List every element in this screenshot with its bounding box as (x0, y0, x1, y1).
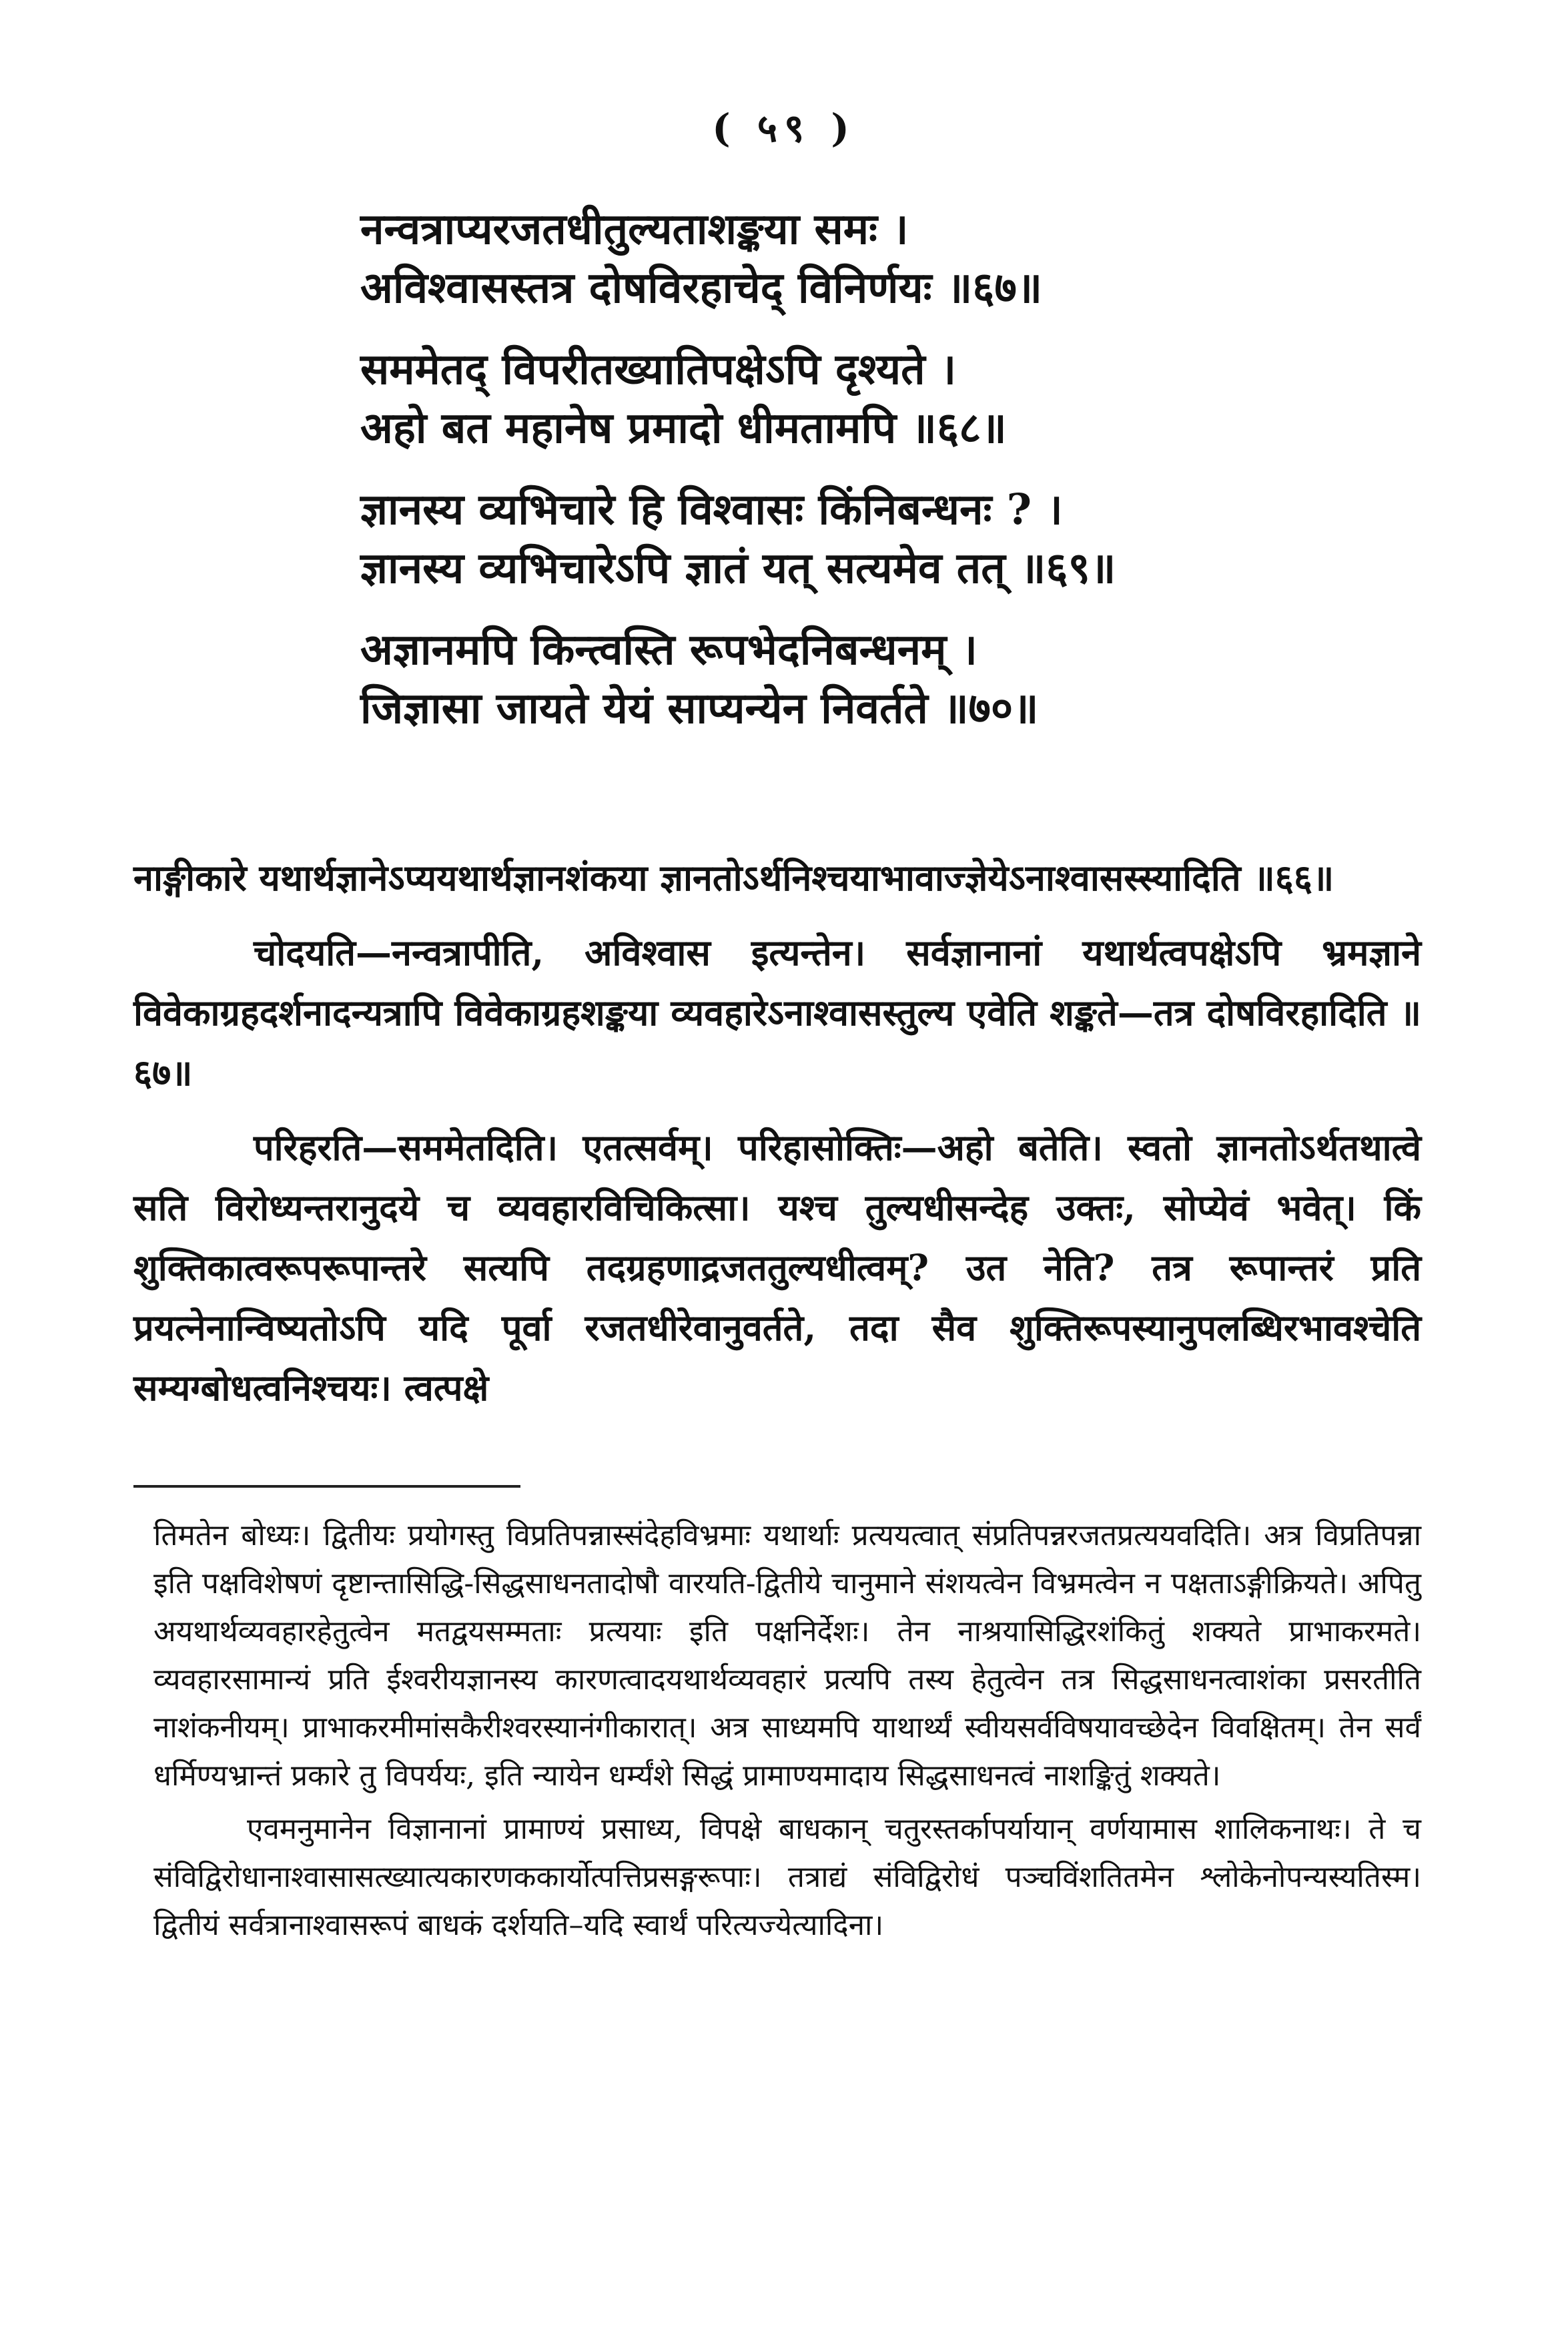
page-number: ( ५९ ) (712, 105, 856, 151)
footnote-divider (133, 1485, 520, 1488)
commentary-paragraph: नाङ्गीकारे यथार्थज्ञानेऽप्ययथार्थज्ञानशंकया ज्ञानतोऽर्थनिश्चयाभावाज्ज्ञेयेऽनाश्वासस्स्यादिति ॥६६॥ (133, 856, 1334, 899)
verse-line: अहो बत महानेष प्रमादो धीमतामपि ॥६८॥ (360, 403, 1007, 453)
verse-line: ज्ञानस्य व्यभिचारे हि विश्वासः किंनिबन्धनः ? । (360, 485, 1063, 535)
verse-line: जिज्ञासा जायते येयं साप्यन्येन निवर्तते ॥७०॥ (360, 683, 1039, 734)
verse-block (360, 200, 1495, 738)
verse-line: नन्वत्राप्यरजतधीतुल्यताशङ्कया समः । (360, 204, 909, 254)
footnote-paragraph: तिमतेन बोध्यः। द्वितीयः प्रयोगस्तु विप्रतिपन्नास्संदेहविभ्रमाः यथार्थाः प्रत्ययत्वात् संप्रतिपन्नरजतप्रत्ययवदिति। अत्र विप्रतिपन्ना इति पक्षविशेषणं दृष्टान्तासिद्धि-सिद्धसाधनतादोषौ वारयति-द्वितीये चानुमाने संशयत्वेन विभ्रमत्वेन न पक्षताऽङ्गीक्रियते। अपितु अयथार्थव्यवहारहेतुत्वेन मतद्वयसम्मताः प्रत्ययाः इति पक्षनिर्देशः। तेन नाश्रयासिद्धिरशंकितुं शक्यते प्राभाकरमते। व्यवहारसामान्यं प्रति ईश्वरीयज्ञानस्य कारणत्वादयथार्थव्यवहारं प्रत्यपि तस्य हेतुत्वेन तत्र सिद्धसाधनत्वाशंका प्रसरतीति नाशंकनीयम्। प्राभाकरमीमांसकैरीश्वरस्यानंगीकारात्। अत्र साध्यमपि याथार्थ्यं स्वीयसर्वविषयावच्छेदेन विवक्षितम्। तेन सर्वं धर्मिण्यभ्रान्तं प्रकारे तु विपर्ययः, इति न्यायेन धर्म्यंशे सिद्धं प्रामाण्यमादाय सिद्धसाधनत्वं नाशङ्कितुं शक्यते। (153, 1518, 1421, 1793)
verse-line: सममेतद् विपरीतख्यातिपक्षेऽपि दृश्यते । (360, 344, 957, 394)
commentary-paragraph: परिहरति—सममेतदिति। एतत्सर्वम्। परिहासोक्तिः—अहो बतेति। स्वतो ज्ञानतोऽर्थतथात्वे सति विरोध्यन्तरानुदये च व्यवहारविचिकित्सा। यश्च तुल्यधीसन्देह उक्तः, सोप्येवं भवेत्। किं शुक्तिकात्वरूपरूपान्तरे सत्यपि तदग्रहणाद्रजततुल्यधीत्वम्? उत नेति? तत्र रूपान्तरं प्रति प्रयत्नेनान्विष्यतोऽपि यदि पूर्वा रजतधीरेवानुवर्तते, तदा सैव शुक्तिरूपस्यानुपलब्धिरभावश्चेति सम्यग्बोधत्वनिश्चयः। त्वत्पक्षे (133, 1126, 1421, 1409)
footnote-text (153, 1512, 1421, 1955)
footnote-paragraph: एवमनुमानेन विज्ञानानां प्रामाण्यं प्रसाध्य, विपक्षे बाधकान् चतुरस्तर्कापर्यायान् वर्णयामास शालिकनाथः। ते च संविद्विरोधानाश्वासासत्ख्यात्यकारणककार्योत्पत्तिप्रसङ्गरूपाः। तत्राद्यं संविद्विरोधं पञ्चविंशतितमेन श्लोकेनोपन्यस्यतिस्म। द्वितीयं सर्वत्रानाश्वासरूपं बाधकं दर्शयति–यदि स्वार्थं परित्यज्येत्यादिना। (153, 1812, 1421, 1942)
commentary-text (133, 848, 1421, 1432)
verse-line: ज्ञानस्य व्यभिचारेऽपि ज्ञातं यत् सत्यमेव तत् ॥६९॥ (360, 543, 1116, 593)
verse-line: अज्ञानमपि किन्त्वस्ति रूपभेदनिबन्धनम् । (360, 625, 977, 675)
commentary-paragraph: चोदयति—नन्वत्रापीति, अविश्वास इत्यन्तेन। सर्वज्ञानानां यथार्थत्वपक्षेऽपि भ्रमज्ञाने विवेकाग्रहदर्शनादन्यत्रापि विवेकाग्रहशङ्कया व्यवहारेऽनाश्वासस्तुल्य एवेति शङ्कते—तत्र दोषविरहादिति ॥६७॥ (133, 931, 1421, 1094)
verse-line: अविश्वासस्तत्र दोषविरहाचेद् विनिर्णयः ॥६७॥ (360, 263, 1043, 313)
